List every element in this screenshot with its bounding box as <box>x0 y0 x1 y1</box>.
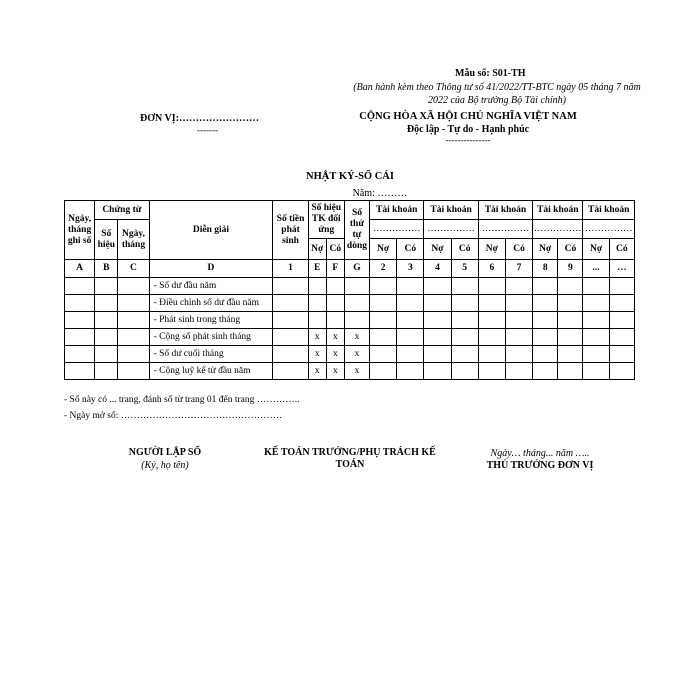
header-credit: Có <box>451 239 478 260</box>
account-code-4: …………… <box>533 220 583 239</box>
header-counter-account: Số hiệu TK đối ứng <box>308 201 344 239</box>
row-f: x <box>326 346 344 363</box>
header-account-1: Tài khoản <box>370 201 424 220</box>
signature-date: Ngày… tháng... năm ….. <box>490 448 590 459</box>
row-g <box>344 295 369 312</box>
row-e <box>308 295 326 312</box>
header-description: Diễn giải <box>149 201 273 260</box>
row-description: - Điều chỉnh số dư đầu năm <box>149 295 273 312</box>
index-cell: 5 <box>451 260 478 278</box>
header-account-2: Tài khoản <box>424 201 478 220</box>
ledger-table <box>64 200 635 380</box>
header-voucher: Chứng từ <box>95 201 149 220</box>
row-g: x <box>344 329 369 346</box>
motto: Độc lập - Tự do - Hạnh phúc <box>406 124 530 135</box>
header-debit: Nợ <box>478 239 505 260</box>
index-cell: ... <box>583 260 609 278</box>
header-counter-credit: Có <box>326 239 344 260</box>
header-debit: Nợ <box>424 239 451 260</box>
preparer-title: NGƯỜI LẬP SỔ <box>128 447 202 458</box>
row-f <box>326 295 344 312</box>
header-credit: Có <box>609 239 634 260</box>
row-g: x <box>344 363 369 380</box>
row-description: - Cộng luỹ kế từ đầu năm <box>149 363 273 380</box>
header-debit: Nợ <box>370 239 397 260</box>
header-credit: Có <box>397 239 424 260</box>
motto-dashes: --------------- <box>445 135 491 145</box>
index-cell: 4 <box>424 260 451 278</box>
unit-dashes: ------- <box>197 125 218 135</box>
index-cell: C <box>118 260 149 278</box>
row-e: x <box>308 346 326 363</box>
unit-label: ĐƠN VỊ:…………………… <box>140 113 259 124</box>
index-cell: … <box>609 260 634 278</box>
row-g: x <box>344 346 369 363</box>
form-code: Mẫu số: S01-TH <box>455 68 526 79</box>
index-cell: 3 <box>397 260 424 278</box>
account-code-2: …………… <box>424 220 478 239</box>
year-line: Năm: ……… <box>352 188 408 199</box>
row-e <box>308 312 326 329</box>
chief-accountant-title: KẾ TOÁN TRƯỞNG/PHỤ TRÁCH KẾ TOÁN <box>264 447 436 470</box>
header-date: Ngày, tháng ghi sổ <box>65 201 95 260</box>
header-debit: Nợ <box>583 239 609 260</box>
header-debit: Nợ <box>533 239 558 260</box>
index-cell: 7 <box>505 260 532 278</box>
index-cell: D <box>149 260 273 278</box>
table-row <box>65 329 635 346</box>
row-description: - Số dư cuối tháng <box>149 346 273 363</box>
row-e: x <box>308 363 326 380</box>
index-cell: B <box>95 260 118 278</box>
table-row <box>65 363 635 380</box>
row-e <box>308 278 326 295</box>
row-description: - Cộng số phát sinh tháng <box>149 329 273 346</box>
row-e: x <box>308 329 326 346</box>
account-code-1: …………… <box>370 220 424 239</box>
index-cell: 2 <box>370 260 397 278</box>
issued-note: (Ban hành kèm theo Thông tư số 41/2022/TT-BTC ngày 05 tháng 7 năm 2022 của Bộ trưởng Bộ Tài chính) <box>353 82 641 106</box>
index-cell: A <box>65 260 95 278</box>
row-description: - Phát sinh trong tháng <box>149 312 273 329</box>
table-row <box>65 278 635 295</box>
row-g <box>344 278 369 295</box>
index-cell: F <box>326 260 344 278</box>
header-voucher-no: Số hiệu <box>95 220 118 260</box>
header-line-number: Số thứ tự dòng <box>344 201 369 260</box>
header-credit: Có <box>505 239 532 260</box>
note-open-date: - Ngày mở sổ: …………………………………………… <box>64 411 283 421</box>
index-cell: 8 <box>533 260 558 278</box>
header-counter-debit: Nợ <box>308 239 326 260</box>
table-row <box>65 346 635 363</box>
preparer-signature-note: (Ký, họ tên) <box>141 460 189 471</box>
row-f: x <box>326 363 344 380</box>
nation-title: CỘNG HÒA XÃ HỘI CHỦ NGHĨA VIỆT NAM <box>359 111 577 122</box>
header-account-3: Tài khoản <box>478 201 532 220</box>
account-code-5: …………… <box>583 220 635 239</box>
header-account-4: Tài khoản <box>533 201 583 220</box>
account-code-3: …………… <box>478 220 532 239</box>
row-f <box>326 278 344 295</box>
row-g <box>344 312 369 329</box>
header-amount: Số tiền phát sinh <box>273 201 308 260</box>
unit-head-title: THỦ TRƯỞNG ĐƠN VỊ <box>486 460 594 471</box>
table-row <box>65 312 635 329</box>
index-cell: 6 <box>478 260 505 278</box>
index-cell: 1 <box>273 260 308 278</box>
row-description: - Số dư đầu năm <box>149 278 273 295</box>
document-title: NHẬT KÝ-SỔ CÁI <box>306 171 394 182</box>
header-voucher-date: Ngày, tháng <box>118 220 149 260</box>
note-pages: - Sổ này có ... trang, đánh số từ trang 01 đến trang ………….. <box>64 395 300 405</box>
index-cell: 9 <box>558 260 583 278</box>
header-account-5: Tài khoản <box>583 201 635 220</box>
row-f: x <box>326 329 344 346</box>
table-row <box>65 295 635 312</box>
index-cell: G <box>344 260 369 278</box>
index-cell: E <box>308 260 326 278</box>
header-credit: Có <box>558 239 583 260</box>
row-f <box>326 312 344 329</box>
